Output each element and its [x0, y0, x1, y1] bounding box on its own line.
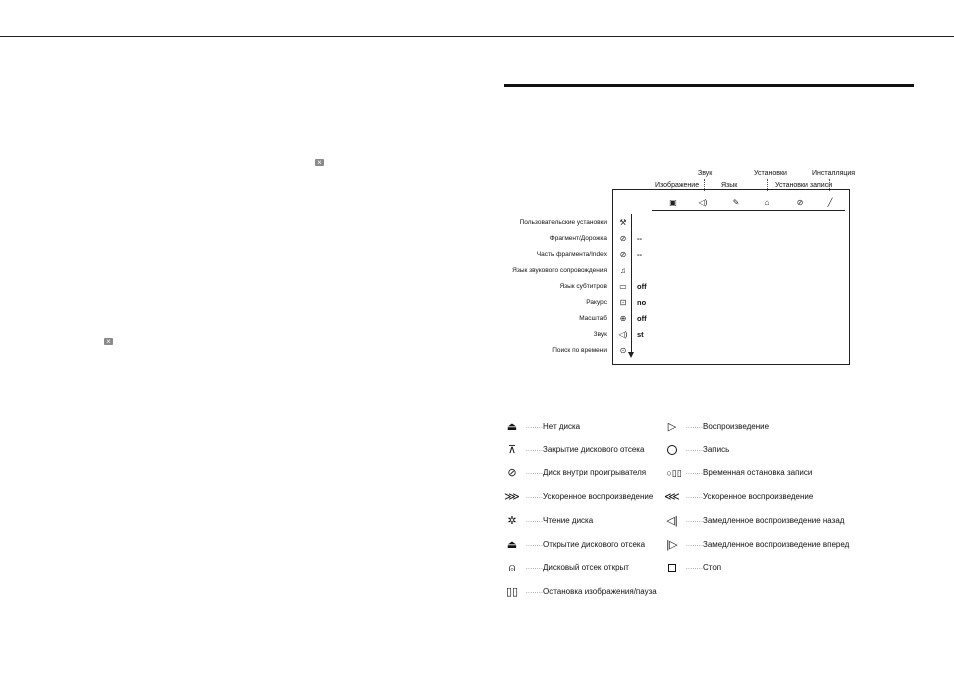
legend-label: Замедленное воспроизведение назад	[703, 516, 845, 525]
tray-opening-icon: ⏏	[506, 539, 518, 551]
osd-row-label: Ракурс	[586, 299, 607, 306]
osd-menu-scroll-line	[631, 214, 632, 354]
osd-row-icon: ⊙	[619, 346, 627, 355]
legend-leader-dots: ........	[686, 447, 704, 453]
osd-row-icon: ♫	[620, 266, 626, 275]
pause-icon: ▯▯	[505, 586, 519, 598]
sound-tab-icon: ◁)	[698, 198, 708, 207]
osd-row-value: off	[637, 282, 647, 291]
legend-label: Временная остановка записи	[703, 468, 813, 477]
osd-row-icon: ⊡	[619, 298, 627, 307]
legend-label: Чтение диска	[543, 516, 594, 525]
osd-row-icon: ◁)	[618, 330, 628, 339]
osd-row-label: Масштаб	[579, 315, 607, 322]
section-rule	[504, 84, 914, 87]
installation-tab-icon: ╱	[827, 198, 833, 207]
legend-label: Остановка изображения/пауза	[543, 587, 657, 596]
category-izobrazhenie: Изображение	[655, 182, 700, 189]
picture-tab-icon: ▣	[669, 198, 677, 207]
legend-leader-dots: ........	[686, 565, 704, 571]
osd-row-icon: ⊕	[619, 314, 627, 323]
legend-label: Нет диска	[543, 422, 581, 431]
category-ustanovki: Установки	[754, 170, 787, 177]
legend-leader-dots: ........	[526, 494, 544, 500]
osd-row-label: Часть фрагмента/Index	[536, 251, 607, 258]
reading-disc-icon: ✲	[507, 515, 517, 527]
fast-forward-icon: ⋙	[504, 491, 520, 503]
legend-leader-dots: ........	[526, 589, 544, 595]
osd-row-icon: ▭	[619, 282, 627, 291]
record-settings-tab-icon: ⊘	[796, 198, 804, 207]
osd-row-value: st	[637, 330, 644, 339]
slow-forward-icon: |▷	[666, 539, 678, 551]
legend-leader-dots: ........	[686, 494, 704, 500]
no-disc-icon: ⏏	[506, 421, 518, 433]
scroll-down-arrow-icon	[628, 352, 634, 358]
close-key-icon	[104, 338, 113, 345]
fast-reverse-icon: ⋘	[664, 491, 680, 503]
osd-row-icon: ⚒	[619, 218, 627, 227]
legend-label: Открытие дискового отсека	[543, 540, 646, 549]
slow-reverse-icon: ◁|	[666, 515, 678, 527]
osd-row-value: --	[637, 250, 642, 259]
osd-screen	[612, 189, 850, 365]
legend-leader-dots: ........	[526, 447, 544, 453]
language-tab-icon: ✎	[732, 198, 740, 207]
legend-leader-dots: ........	[526, 470, 544, 476]
legend-label: Ускоренное воспроизведение	[543, 492, 654, 501]
legend-label: Ускоренное воспроизведение	[703, 492, 814, 501]
close-key-icon	[315, 159, 324, 166]
osd-row-icon: ⊘	[619, 250, 627, 259]
osd-tab-underline	[652, 210, 845, 211]
legend-label: Дисковый отсек открыт	[543, 563, 629, 572]
tray-open-icon: ⍝	[508, 562, 516, 574]
stop-icon	[664, 562, 680, 572]
legend-label: Запись	[703, 445, 730, 454]
category-installyaciya: Инсталляция	[812, 170, 856, 177]
osd-row-label: Поиск по времени	[552, 347, 607, 354]
legend-label: Стоп	[703, 563, 722, 572]
legend-leader-dots: ........	[686, 470, 704, 476]
legend-leader-dots: ........	[526, 565, 544, 571]
tray-closing-icon: ⊼	[507, 444, 517, 456]
legend-leader-dots: ........	[686, 542, 704, 548]
legend-leader-dots: ........	[526, 542, 544, 548]
osd-row-label: Язык субтитров	[559, 283, 607, 290]
settings-tab-icon: ⌂	[764, 198, 770, 207]
legend-leader-dots: ........	[686, 424, 704, 430]
legend-label: Закрытие дискового отсека	[543, 445, 645, 454]
osd-row-label: Пользовательские установки	[519, 219, 607, 226]
legend-leader-dots: ........	[526, 424, 544, 430]
record-icon	[664, 444, 680, 455]
legend-leader-dots: ........	[526, 518, 544, 524]
play-icon: ▷	[667, 421, 677, 433]
osd-row-value: --	[637, 234, 642, 243]
legend-label: Замедленное воспроизведение вперед	[703, 540, 850, 549]
osd-row-value: no	[637, 298, 647, 307]
legend-leader-dots: ........	[686, 518, 704, 524]
top-rule	[0, 36, 954, 37]
category-ustanovki-zapisi: Установки записи	[775, 182, 833, 189]
category-zvuk: Звук	[698, 170, 713, 177]
osd-row-value: off	[637, 314, 647, 323]
osd-row-icon: ⊘	[619, 234, 627, 243]
category-yazyk: Язык	[721, 182, 738, 189]
osd-row-label: Фрагмент/Дорожка	[549, 235, 607, 242]
record-pause-icon: ○▯▯	[666, 468, 682, 478]
osd-row-label: Язык звукового сопровождения	[512, 267, 607, 274]
osd-row-label: Звук	[593, 331, 607, 338]
legend-label: Воспроизведение	[703, 422, 770, 431]
disc-inside-icon: ⊘	[507, 467, 517, 479]
legend-label: Диск внутри проигрывателя	[543, 468, 647, 477]
